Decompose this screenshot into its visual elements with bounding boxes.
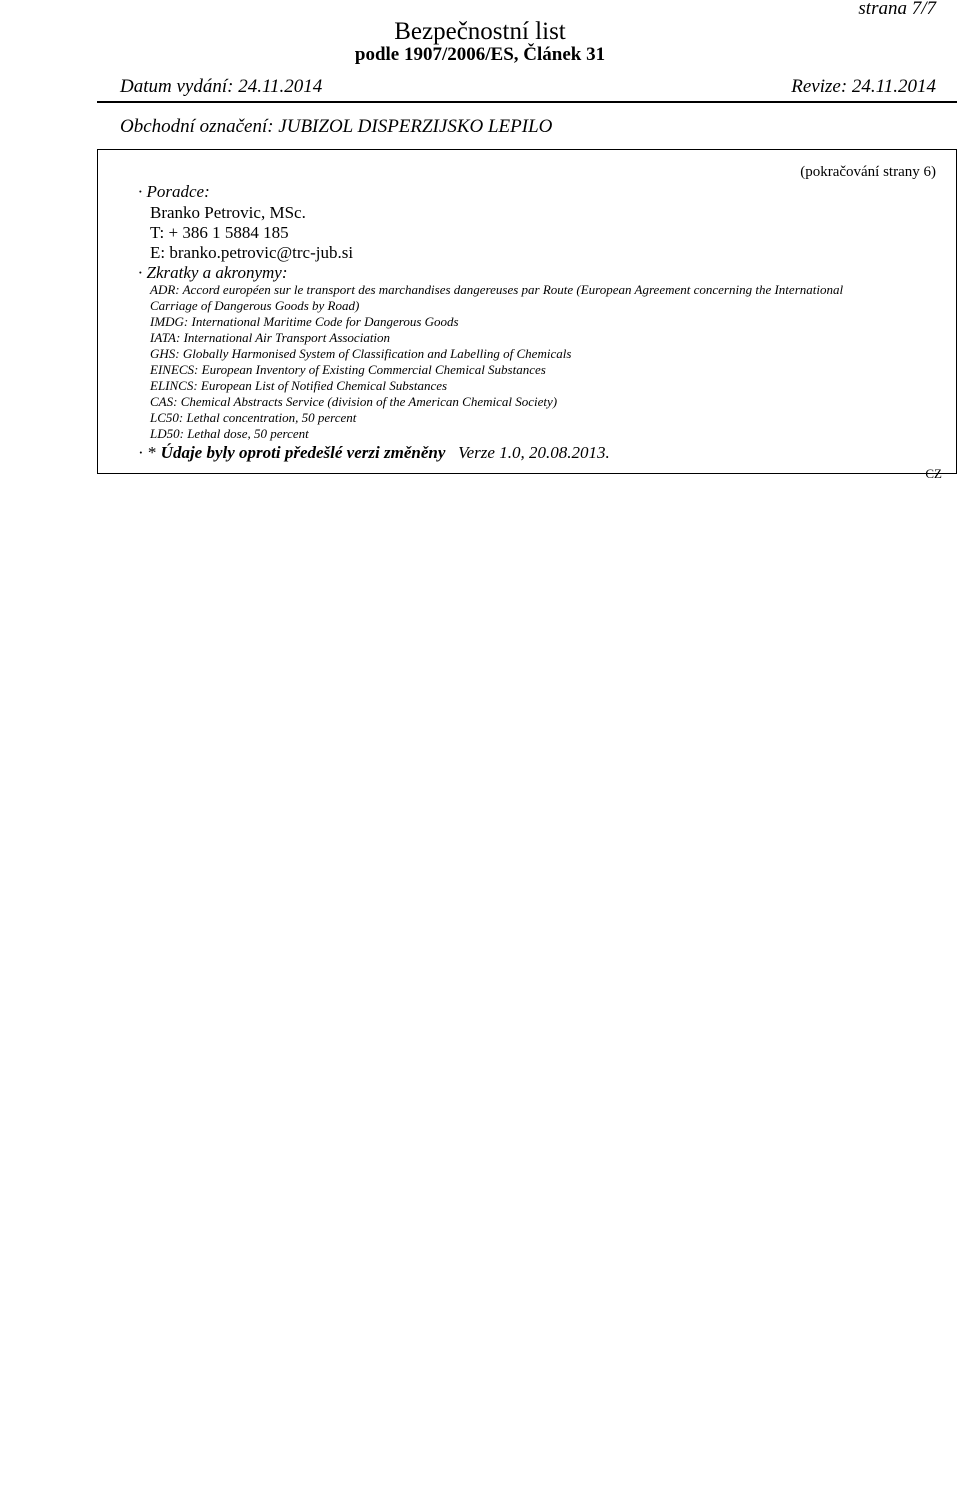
page-number: strana 7/7 <box>858 0 936 19</box>
abbreviation-line: Carriage of Dangerous Goods by Road) <box>150 298 360 313</box>
language-code: CZ <box>925 466 942 481</box>
abbreviation-line: CAS: Chemical Abstracts Service (division of the American Chemical Society) <box>150 394 558 409</box>
abbreviation-line: GHS: Globally Harmonised System of Classification and Labelling of Chemicals <box>150 346 572 361</box>
issue-date: Datum vydání: 24.11.2014 <box>120 76 323 97</box>
advisor-name: Branko Petrovic, MSc. <box>150 203 306 222</box>
version-info: Verze 1.0, 20.08.2013. <box>458 443 610 462</box>
abbreviation-line: IATA: International Air Transport Association <box>150 330 391 345</box>
abbreviations-heading: · Zkratky a akronymy: <box>138 263 288 282</box>
abbreviation-line: LD50: Lethal dose, 50 percent <box>150 426 309 441</box>
advisor-email: E: branko.petrovic@trc-jub.si <box>150 243 354 262</box>
revision-date: Revize: 24.11.2014 <box>791 76 936 97</box>
abbreviation-line: IMDG: International Maritime Code for Dangerous Goods <box>150 314 459 329</box>
abbreviation-line: LC50: Lethal concentration, 50 percent <box>150 410 357 425</box>
abbreviation-line: ADR: Accord européen sur le transport des marchandises dangereuses par Route (European Agreement concerning the International <box>150 282 844 297</box>
trade-name: Obchodní označení: JUBIZOL DISPERZIJSKO LEPILO <box>120 116 553 137</box>
changes-prefix: · * <box>138 443 161 462</box>
abbreviation-line: EINECS: European Inventory of Existing Commercial Chemical Substances <box>150 362 546 377</box>
changes-label: Údaje byly oproti předešlé verzi změněny <box>160 443 446 462</box>
document-subtitle: podle 1907/2006/ES, Článek 31 <box>354 44 606 65</box>
abbreviation-line: ELINCS: European List of Notified Chemical Substances <box>150 378 448 393</box>
advisor-heading: · Poradce: <box>138 182 210 201</box>
header-divider <box>97 101 957 103</box>
advisor-phone: T: + 386 1 5884 185 <box>150 223 289 242</box>
version-changes <box>138 443 610 463</box>
document-title: Bezpečnostní list <box>394 18 566 45</box>
continuation-note: (pokračování strany 6) <box>800 164 936 180</box>
